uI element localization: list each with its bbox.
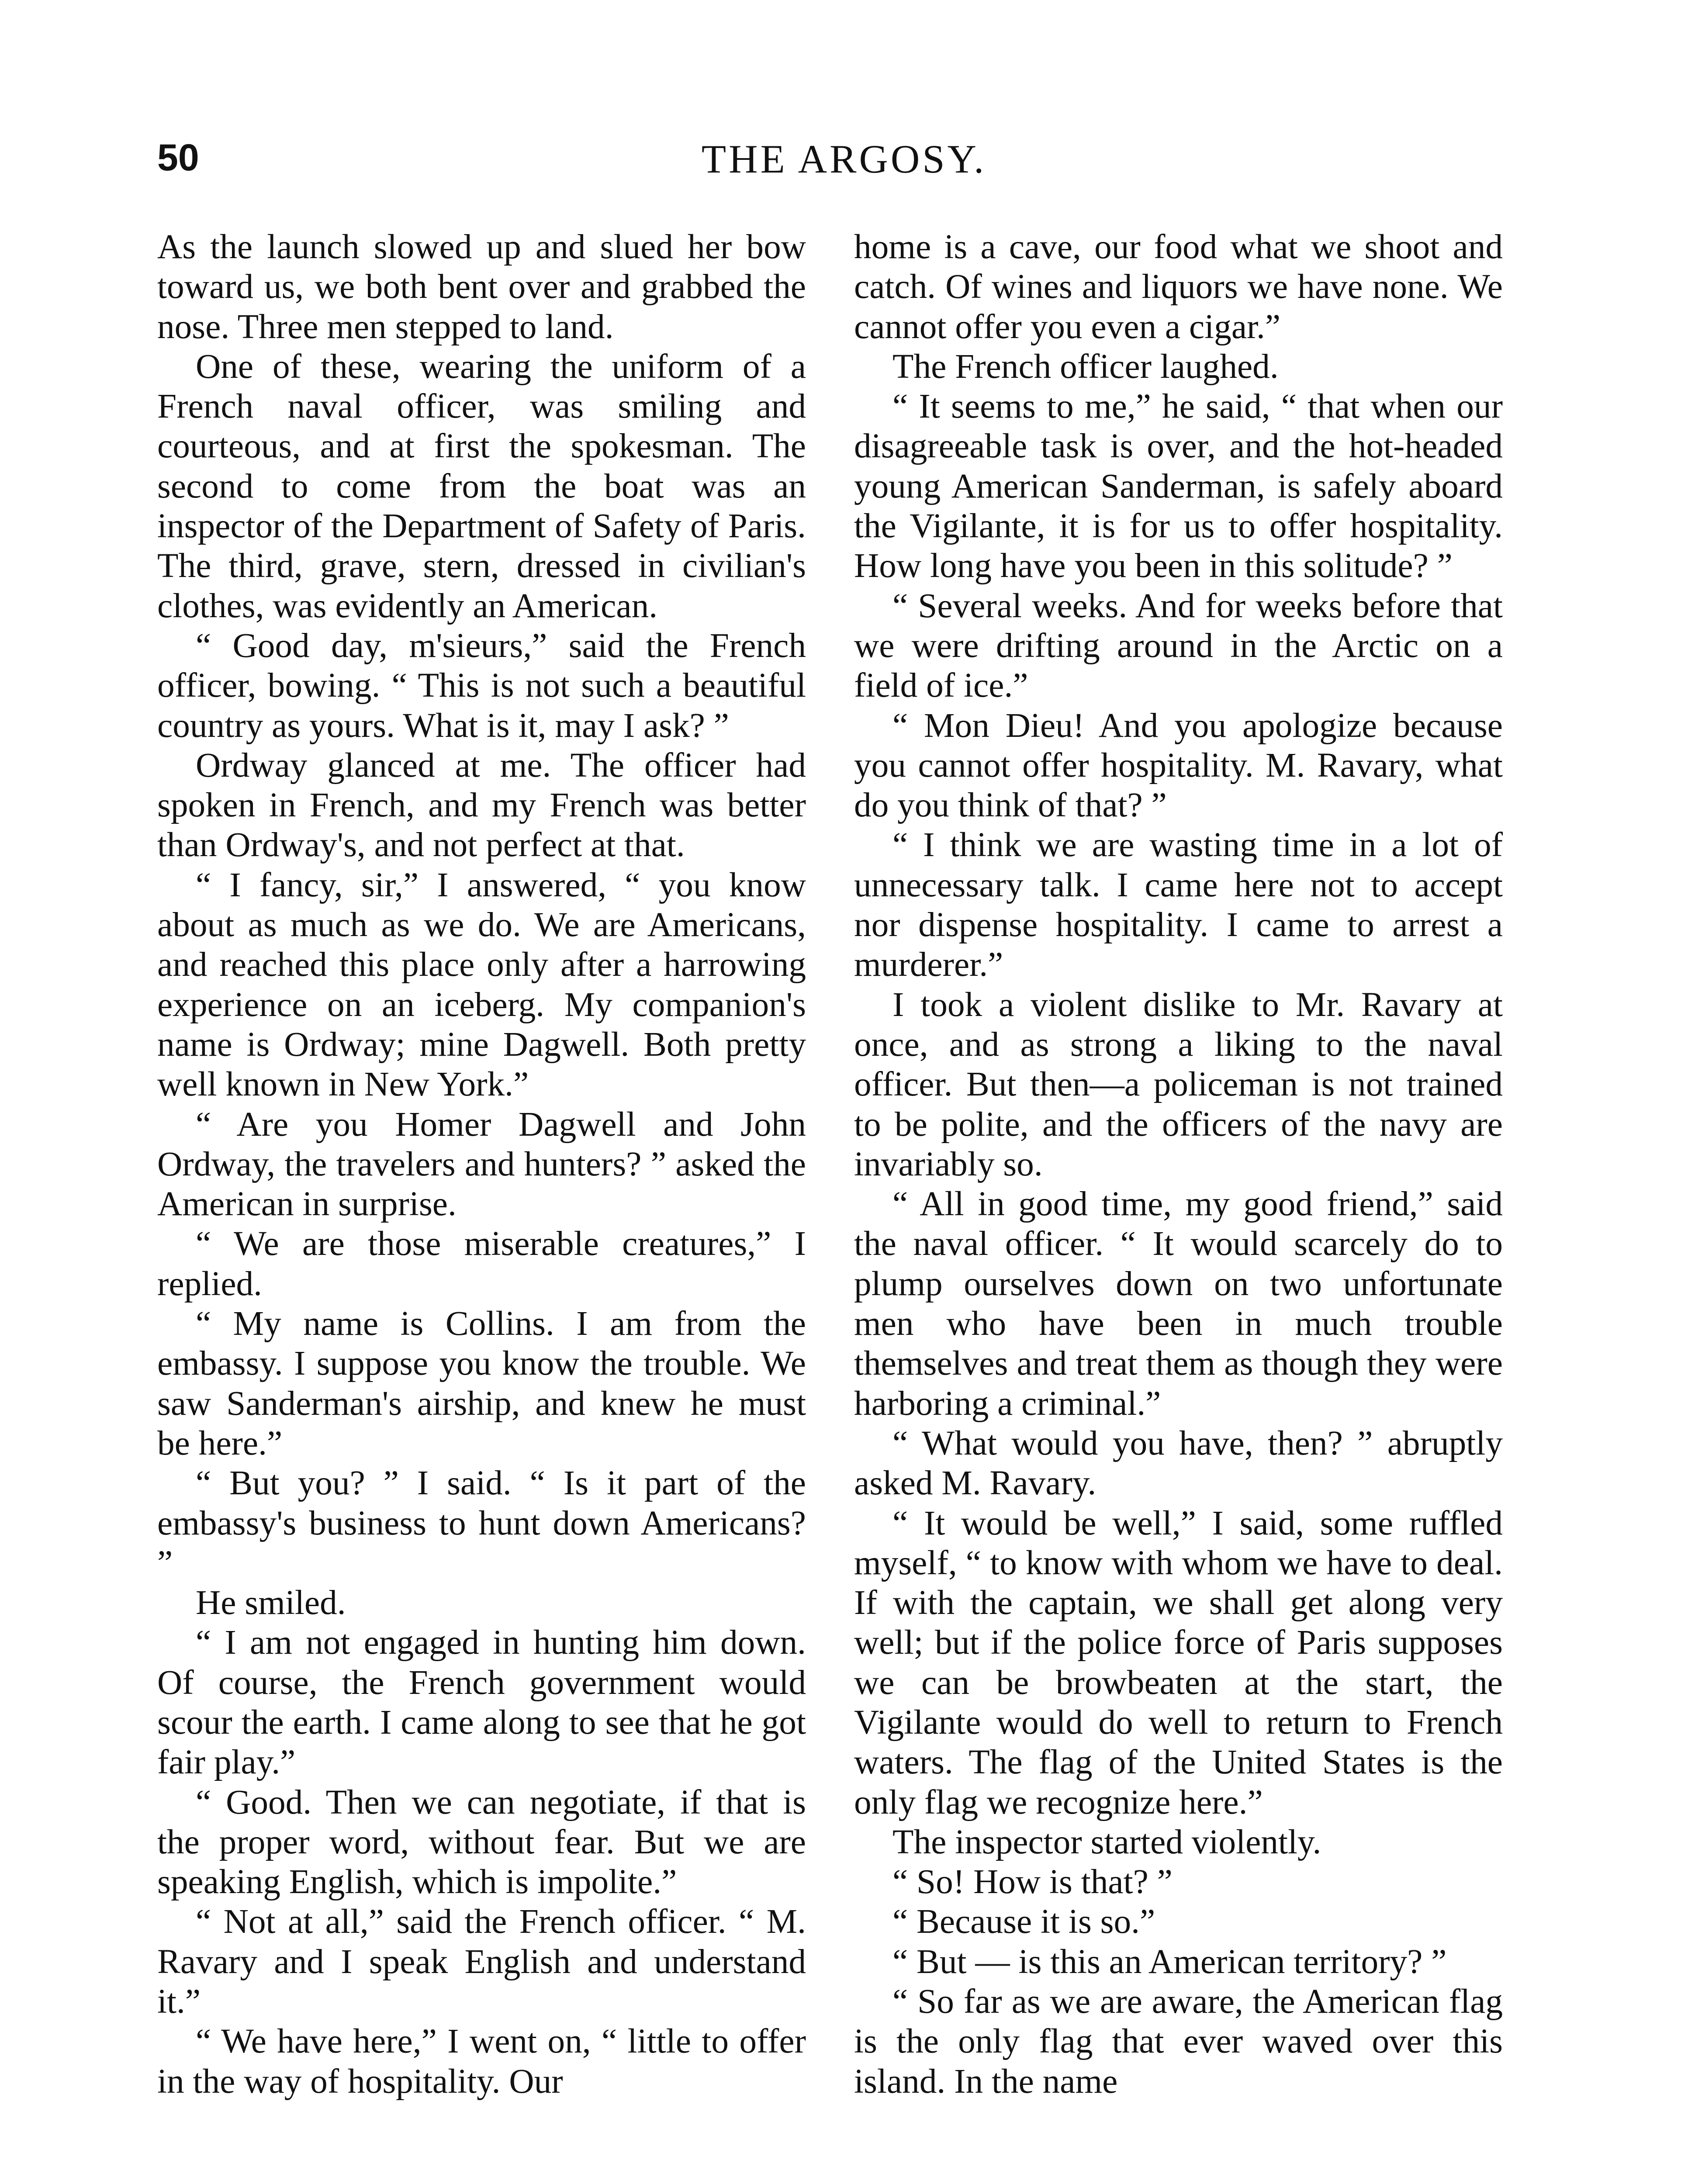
text-column-right xyxy=(854,227,1503,2101)
paragraph: Ordway glanced at me. The officer had spoken in French, and my French was better than Ordway's, and not perfect at that. xyxy=(157,746,806,864)
paragraph: “ Good day, m'sieurs,” said the French officer, bowing. “ This is not such a beautiful country as yours. What is it, may I ask? ” xyxy=(157,626,806,745)
text-column-left xyxy=(157,227,806,2101)
paragraph: “ I fancy, sir,” I answered, “ you know about as much as we do. We are Americans, and reached this place only after a harrowing experience on an iceberg. My companion's name is Ordway; mine Dagwell. Both pretty well known in New York.” xyxy=(157,865,806,1104)
paragraph: As the launch slowed up and slued her bow toward us, we both bent over and grabbed the nose. Three men stepped to land. xyxy=(157,228,806,346)
paragraph: The inspector started violently. xyxy=(892,1822,1321,1861)
paragraph: “ Several weeks. And for weeks before that we were drifting around in the Arctic on a field of ice.” xyxy=(854,586,1503,705)
paragraph: “ We have here,” I went on, “ little to offer in the way of hospitality. Our xyxy=(157,2022,806,2101)
paragraph: “ I am not engaged in hunting him down. Of course, the French government would scour the earth. I came along to see that he got fair play.” xyxy=(157,1623,806,1782)
running-title: THE ARGOSY. xyxy=(701,137,987,181)
paragraph: “ But — is this an American territory? ” xyxy=(892,1942,1447,1981)
paragraph: “ But you? ” I said. “ Is it part of the embassy's business to hunt down Americans? ” xyxy=(157,1464,806,1582)
paragraph: “ Mon Dieu! And you apologize because you cannot offer hospitality. M. Ravary, what do you think of that? ” xyxy=(854,706,1503,825)
paragraph: “ My name is Collins. I am from the embassy. I suppose you know the trouble. We saw Sanderman's airship, and knew he must be here.” xyxy=(157,1304,806,1462)
paragraph: home is a cave, our food what we shoot and catch. Of wines and liquors we have none. We cannot offer you even a cigar.” xyxy=(854,228,1503,346)
paragraph: “ Because it is so.” xyxy=(892,1902,1155,1941)
paragraph: He smiled. xyxy=(196,1583,346,1622)
paragraph: “ So far as we are aware, the American flag is the only flag that ever waved over this island. In the name xyxy=(854,1982,1503,2101)
paragraph: I took a violent dislike to Mr. Ravary at once, and as strong a liking to the naval officer. But then—a policeman is not trained to be polite, and the officers of the navy are invariably so. xyxy=(854,985,1503,1183)
paragraph: “ What would you have, then? ” abruptly asked M. Ravary. xyxy=(854,1424,1503,1503)
paragraph: “ Not at all,” said the French officer. “ M. Ravary and I speak English and understand it.” xyxy=(157,1902,806,2021)
page-number: 50 xyxy=(157,137,199,179)
paragraph: “ Are you Homer Dagwell and John Ordway, the travelers and hunters? ” asked the American in surprise. xyxy=(157,1105,806,1223)
paragraph: “ All in good time, my good friend,” said the naval officer. “ It would scarcely do to plump ourselves down on two unfortunate men who have been in much trouble themselves and treat them as though they were harboring a criminal.” xyxy=(854,1185,1503,1423)
paragraph: “ I think we are wasting time in a lot of unnecessary talk. I came here not to accept nor dispense hospitality. I came to arrest a murderer.” xyxy=(854,826,1503,984)
paragraph: “ We are those miserable creatures,” I replied. xyxy=(157,1224,806,1303)
paragraph: “ It seems to me,” he said, “ that when our disagreeable task is over, and the hot-headed young American Sanderman, is safely aboard the Vigilante, it is for us to offer hospitality. How long have you been in this solitude? ” xyxy=(854,387,1503,585)
paragraph: “ It would be well,” I said, some ruffled myself, “ to know with whom we have to deal. If with the captain, we shall get along very well; but if the police force of Paris supposes we can be browbeaten at the start, the Vigilante would do well to return to French waters. The flag of the United States is the only flag we recognize here.” xyxy=(854,1503,1503,1821)
paragraph: One of these, wearing the uniform of a French naval officer, was smiling and courteous, and at first the spokesman. The second to come from the boat was an inspector of the Department of Safety of Paris. The third, grave, stern, dressed in civilian's clothes, was evidently an American. xyxy=(157,347,806,625)
paragraph: “ Good. Then we can negotiate, if that is the proper word, without fear. But we are speaking English, which is impolite.” xyxy=(157,1783,806,1901)
paragraph: The French officer laughed. xyxy=(892,347,1279,386)
paragraph: “ So! How is that? ” xyxy=(892,1863,1173,1901)
